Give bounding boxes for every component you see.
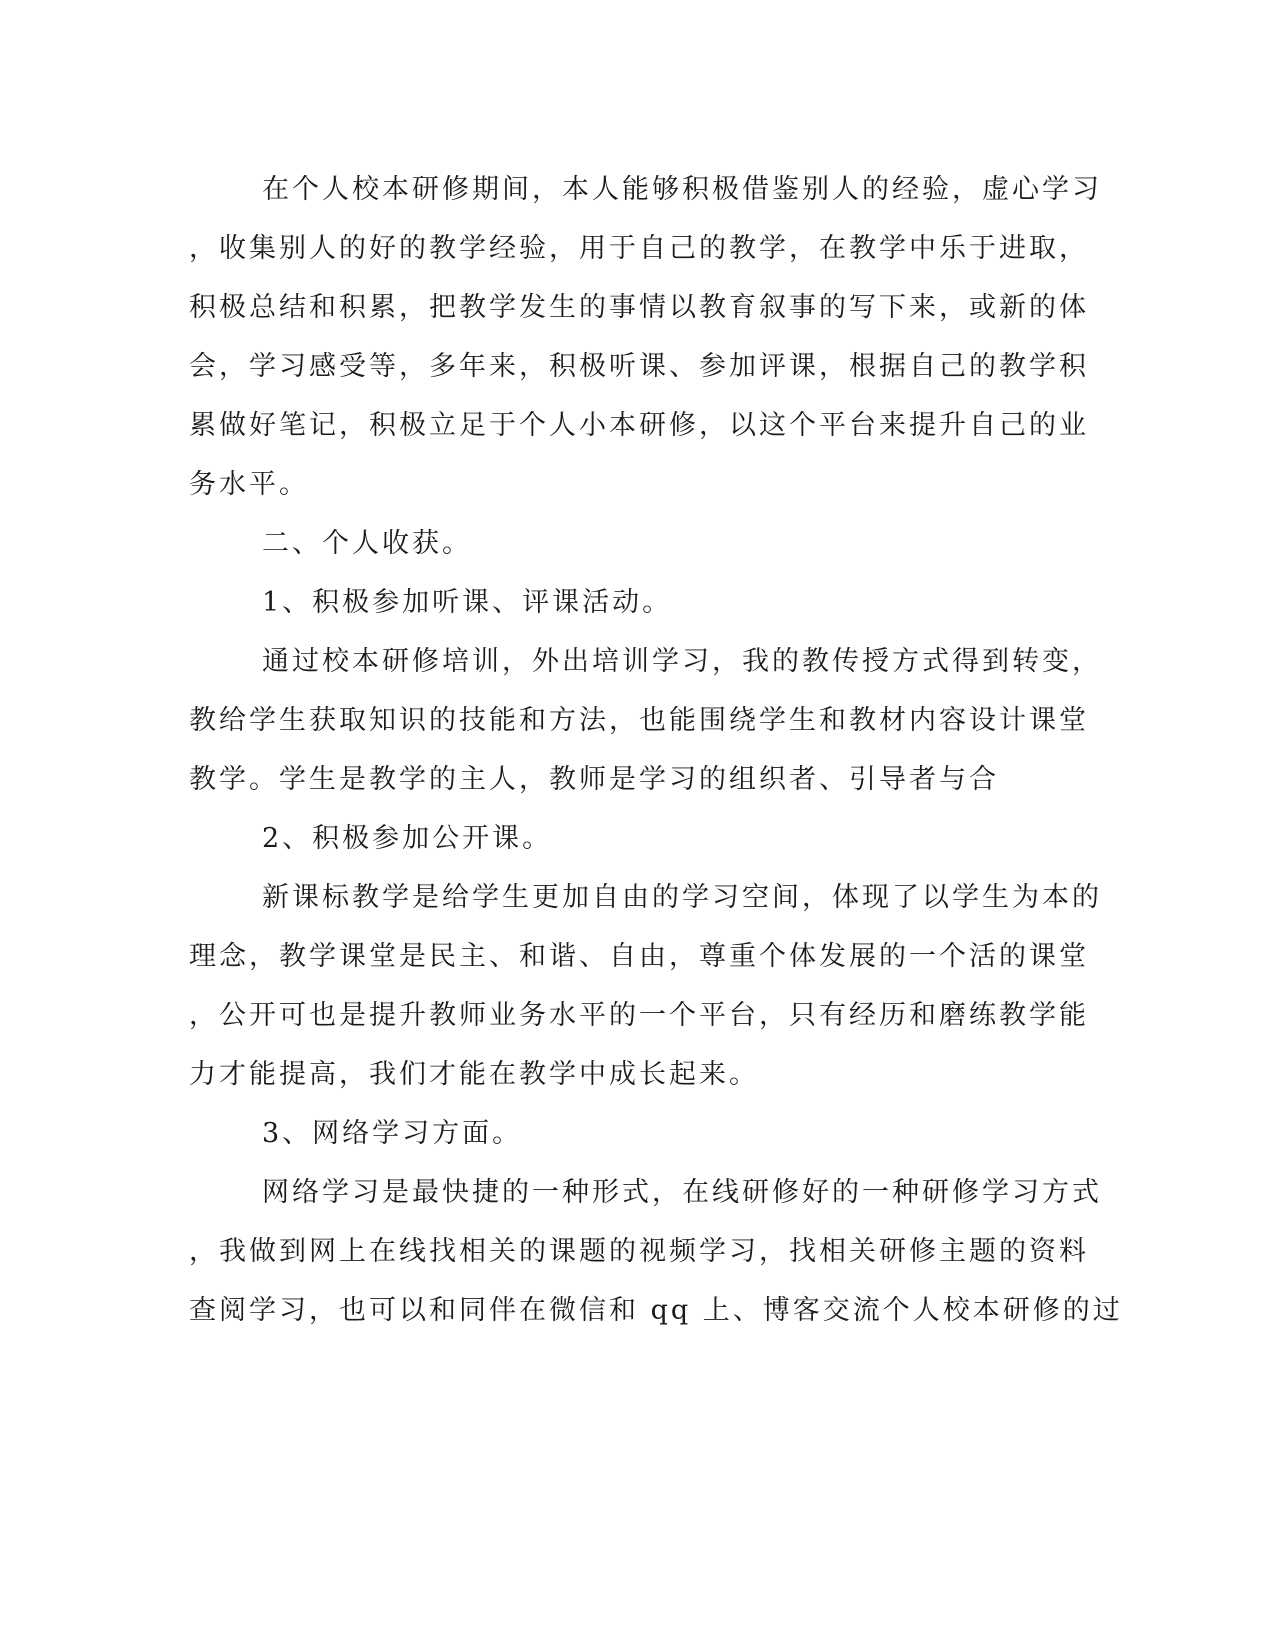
paragraph-line: 累做好笔记，积极立足于个人小本研修，以这个平台来提升自己的业 bbox=[189, 410, 1089, 441]
paragraph-line: 积极总结和积累，把教学发生的事情以教育叙事的写下来，或新的体 bbox=[189, 292, 1089, 323]
paragraph-line: ，我做到网上在线找相关的课题的视频学习，找相关研修主题的资料 bbox=[189, 1236, 1089, 1267]
paragraph-line: ，公开可也是提升教师业务水平的一个平台，只有经历和磨练教学能 bbox=[189, 1000, 1089, 1031]
subsection-heading: 2、积极参加公开课。 bbox=[262, 823, 553, 854]
paragraph-line: 教学。学生是教学的主人，教师是学习的组织者、引导者与合 bbox=[189, 764, 999, 795]
subsection-heading: 3、网络学习方面。 bbox=[262, 1118, 523, 1149]
section-heading: 二、个人收获。 bbox=[262, 528, 472, 559]
paragraph-line: 理念，教学课堂是民主、和谐、自由，尊重个体发展的一个活的课堂 bbox=[189, 941, 1089, 972]
paragraph-line: 力才能提高，我们才能在教学中成长起来。 bbox=[189, 1059, 759, 1090]
subsection-heading: 1、积极参加听课、评课活动。 bbox=[262, 587, 673, 618]
paragraph-line: 查阅学习，也可以和同伴在微信和 qq 上、博客交流个人校本研修的过 bbox=[189, 1295, 1123, 1326]
paragraph-line: 网络学习是最快捷的一种形式，在线研修好的一种研修学习方式 bbox=[262, 1177, 1102, 1208]
paragraph-line: 会，学习感受等，多年来，积极听课、参加评课，根据自己的教学积 bbox=[189, 351, 1089, 382]
paragraph-line: ，收集别人的好的教学经验，用于自己的教学，在教学中乐于进取， bbox=[189, 233, 1089, 264]
paragraph-line: 教给学生获取知识的技能和方法，也能围绕学生和教材内容设计课堂 bbox=[189, 705, 1089, 736]
paragraph-line: 通过校本研修培训，外出培训学习，我的教传授方式得到转变， bbox=[262, 646, 1102, 677]
paragraph-line: 新课标教学是给学生更加自由的学习空间，体现了以学生为本的 bbox=[262, 882, 1102, 913]
paragraph-line: 在个人校本研修期间，本人能够积极借鉴别人的经验，虚心学习 bbox=[262, 174, 1102, 205]
paragraph-line: 务水平。 bbox=[189, 469, 309, 500]
